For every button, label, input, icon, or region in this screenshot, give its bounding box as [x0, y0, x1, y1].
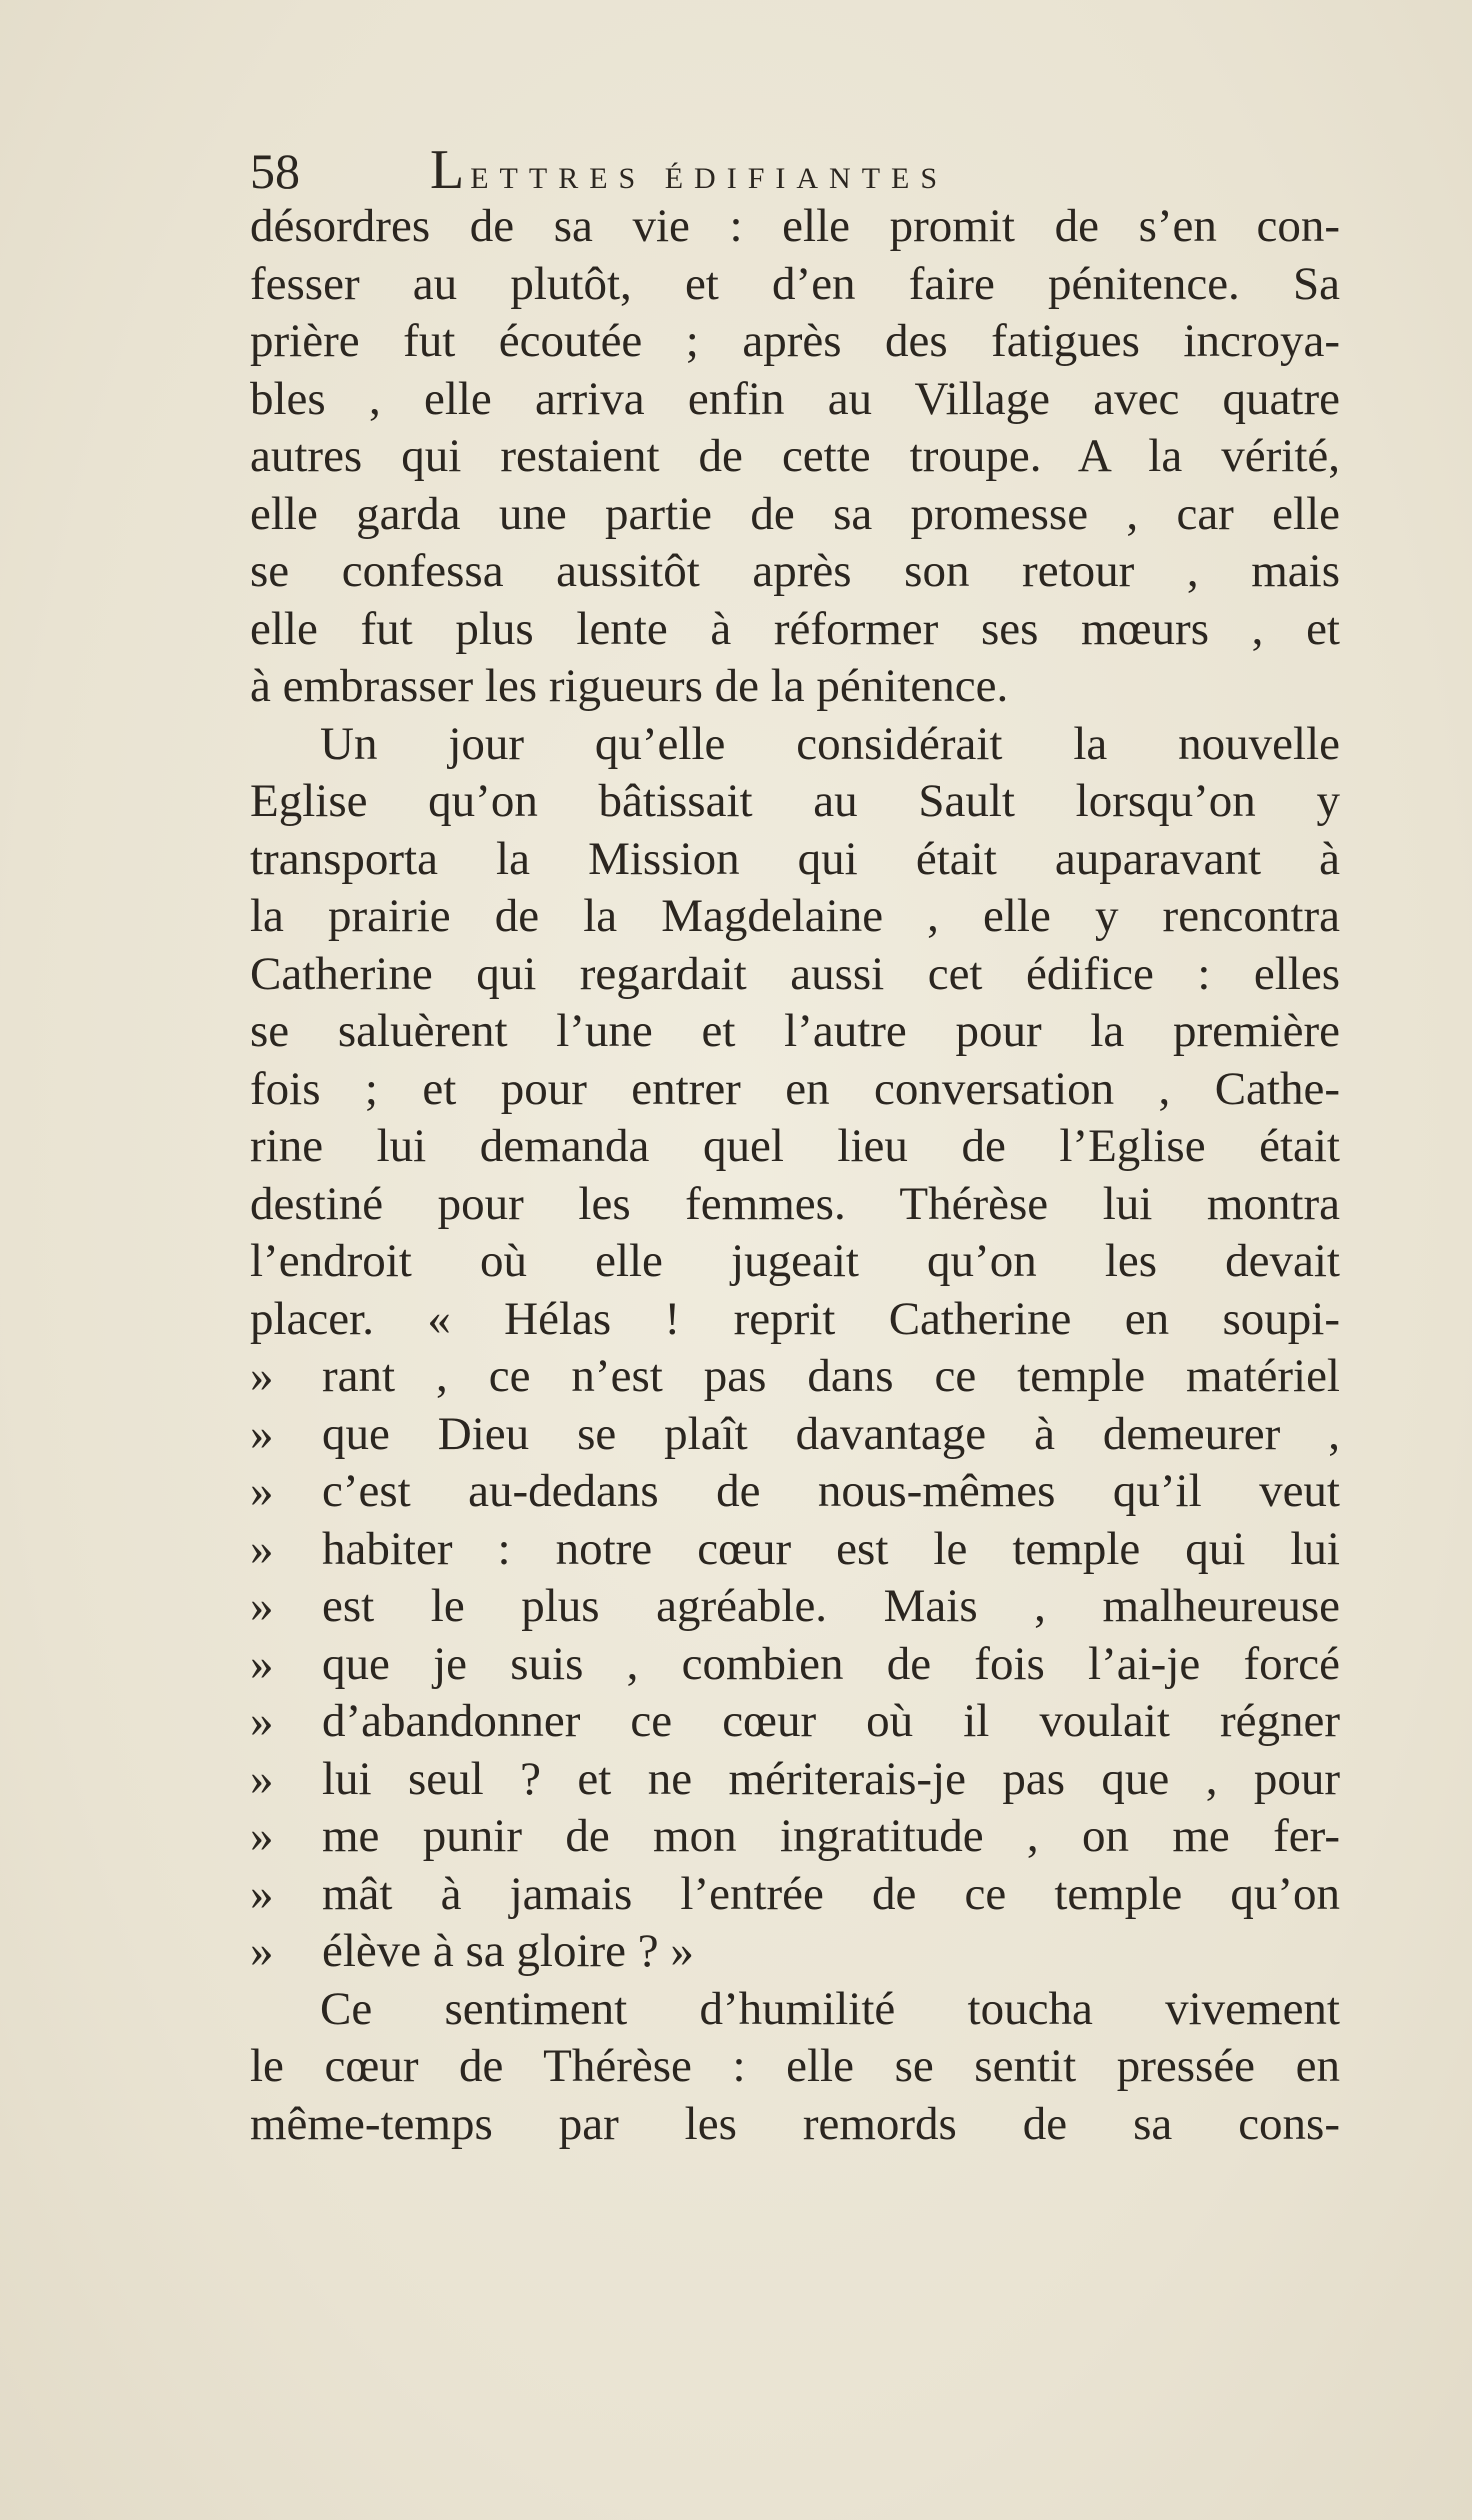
text-line: fois ; et pour entrer en conversation , Cathe-: [250, 1062, 1340, 1115]
text-line: Un jour qu’elle considérait la nouvelle: [320, 717, 1340, 770]
text-line: prière fut écoutée ; après des fatigues incroya-: [250, 315, 1340, 367]
quote-text: me punir de mon ingratitude , on me fer-: [322, 1810, 1340, 1862]
text-line: Ce sentiment d’humilité toucha vivement: [320, 1982, 1340, 2035]
quote-mark: »: [250, 1522, 274, 1575]
quote-line: [250, 1693, 1340, 1751]
quote-mark: »: [250, 1580, 274, 1632]
quote-line: [250, 1348, 1340, 1406]
quote-mark: »: [250, 1810, 274, 1862]
quote-mark: »: [250, 1695, 274, 1747]
quote-mark: »: [250, 1465, 274, 1517]
quote-line: [250, 1406, 1340, 1464]
text-line: elle fut plus lente à réformer ses mœurs , et: [250, 602, 1340, 655]
text-line: se saluèrent l’une et l’autre pour la première: [250, 1005, 1340, 1057]
body-text: [250, 198, 1340, 2153]
quote-text: lui seul ? et ne mériterais-je pas que , pour: [322, 1752, 1340, 1805]
quote-text: habiter : notre cœur est le temple qui lui: [322, 1522, 1340, 1575]
quote-mark: »: [250, 1925, 274, 1977]
running-header: [250, 138, 948, 202]
quote-text: c’est au-dedans de nous-mêmes qu’il veut: [322, 1465, 1340, 1517]
quote-text: élève à sa gloire ? »: [322, 1925, 694, 1977]
quote-mark: »: [250, 1407, 274, 1460]
quote-text: est le plus agréable. Mais , malheureuse: [322, 1580, 1340, 1632]
text-line: Eglise qu’on bâtissait au Sault lorsqu’on y: [250, 775, 1340, 827]
quote-text: rant , ce n’est pas dans ce temple matériel: [322, 1350, 1340, 1402]
running-title-initial: L: [430, 139, 471, 201]
quote-mark: »: [250, 1752, 274, 1805]
running-title-rest: ETTRES ÉDIFIANTES: [470, 162, 949, 195]
quote-line: [250, 1578, 1340, 1636]
text-line: le cœur de Thérèse : elle se sentit pressée en: [250, 2040, 1340, 2092]
text-line: fesser au plutôt, et d’en faire pénitence. Sa: [250, 257, 1340, 310]
text-line: placer. « Hélas ! reprit Catherine en soupi-: [250, 1292, 1340, 1345]
text-line: bles , elle arriva enfin au Village avec quatre: [250, 372, 1340, 425]
quote-line: [250, 1463, 1340, 1521]
text-line: l’endroit où elle jugeait qu’on les devait: [250, 1235, 1340, 1287]
quote-text: que Dieu se plaît davantage à demeurer ,: [322, 1407, 1340, 1460]
page-number: 58: [250, 143, 300, 199]
text-line: rine lui demanda quel lieu de l’Eglise était: [250, 1120, 1340, 1172]
quote-line: [250, 1751, 1340, 1809]
text-line: à embrasser les rigueurs de la pénitence.: [250, 660, 1009, 712]
quote-line: [250, 1521, 1340, 1579]
text-line: la prairie de la Magdelaine , elle y rencontra: [250, 890, 1340, 942]
text-line: autres qui restaient de cette troupe. A la vérité,: [250, 430, 1340, 482]
text-line: se confessa aussitôt après son retour , mais: [250, 545, 1340, 597]
quote-text: que je suis , combien de fois l’ai-je forcé: [322, 1637, 1340, 1690]
text-line: elle garda une partie de sa promesse , car elle: [250, 487, 1340, 540]
quote-mark: »: [250, 1350, 274, 1402]
text-line: destiné pour les femmes. Thérèse lui montra: [250, 1177, 1340, 1230]
quote-text: mât à jamais l’entrée de ce temple qu’on: [322, 1867, 1340, 1920]
text-line: même-temps par les remords de sa cons-: [250, 2097, 1340, 2150]
quote-line: [250, 1636, 1340, 1694]
text-line: Catherine qui regardait aussi cet édifice : elles: [250, 947, 1340, 1000]
text-line: désordres de sa vie : elle promit de s’en con-: [250, 200, 1340, 252]
running-title: [430, 138, 948, 202]
quote-line: [250, 1866, 1340, 1924]
quote-text: d’abandonner ce cœur où il voulait régner: [322, 1695, 1340, 1747]
quote-mark: »: [250, 1867, 274, 1920]
quote-line: [250, 1923, 1340, 1981]
quote-mark: »: [250, 1637, 274, 1690]
quote-line: [250, 1808, 1340, 1866]
text-line: transporta la Mission qui était auparavant à: [250, 832, 1340, 885]
